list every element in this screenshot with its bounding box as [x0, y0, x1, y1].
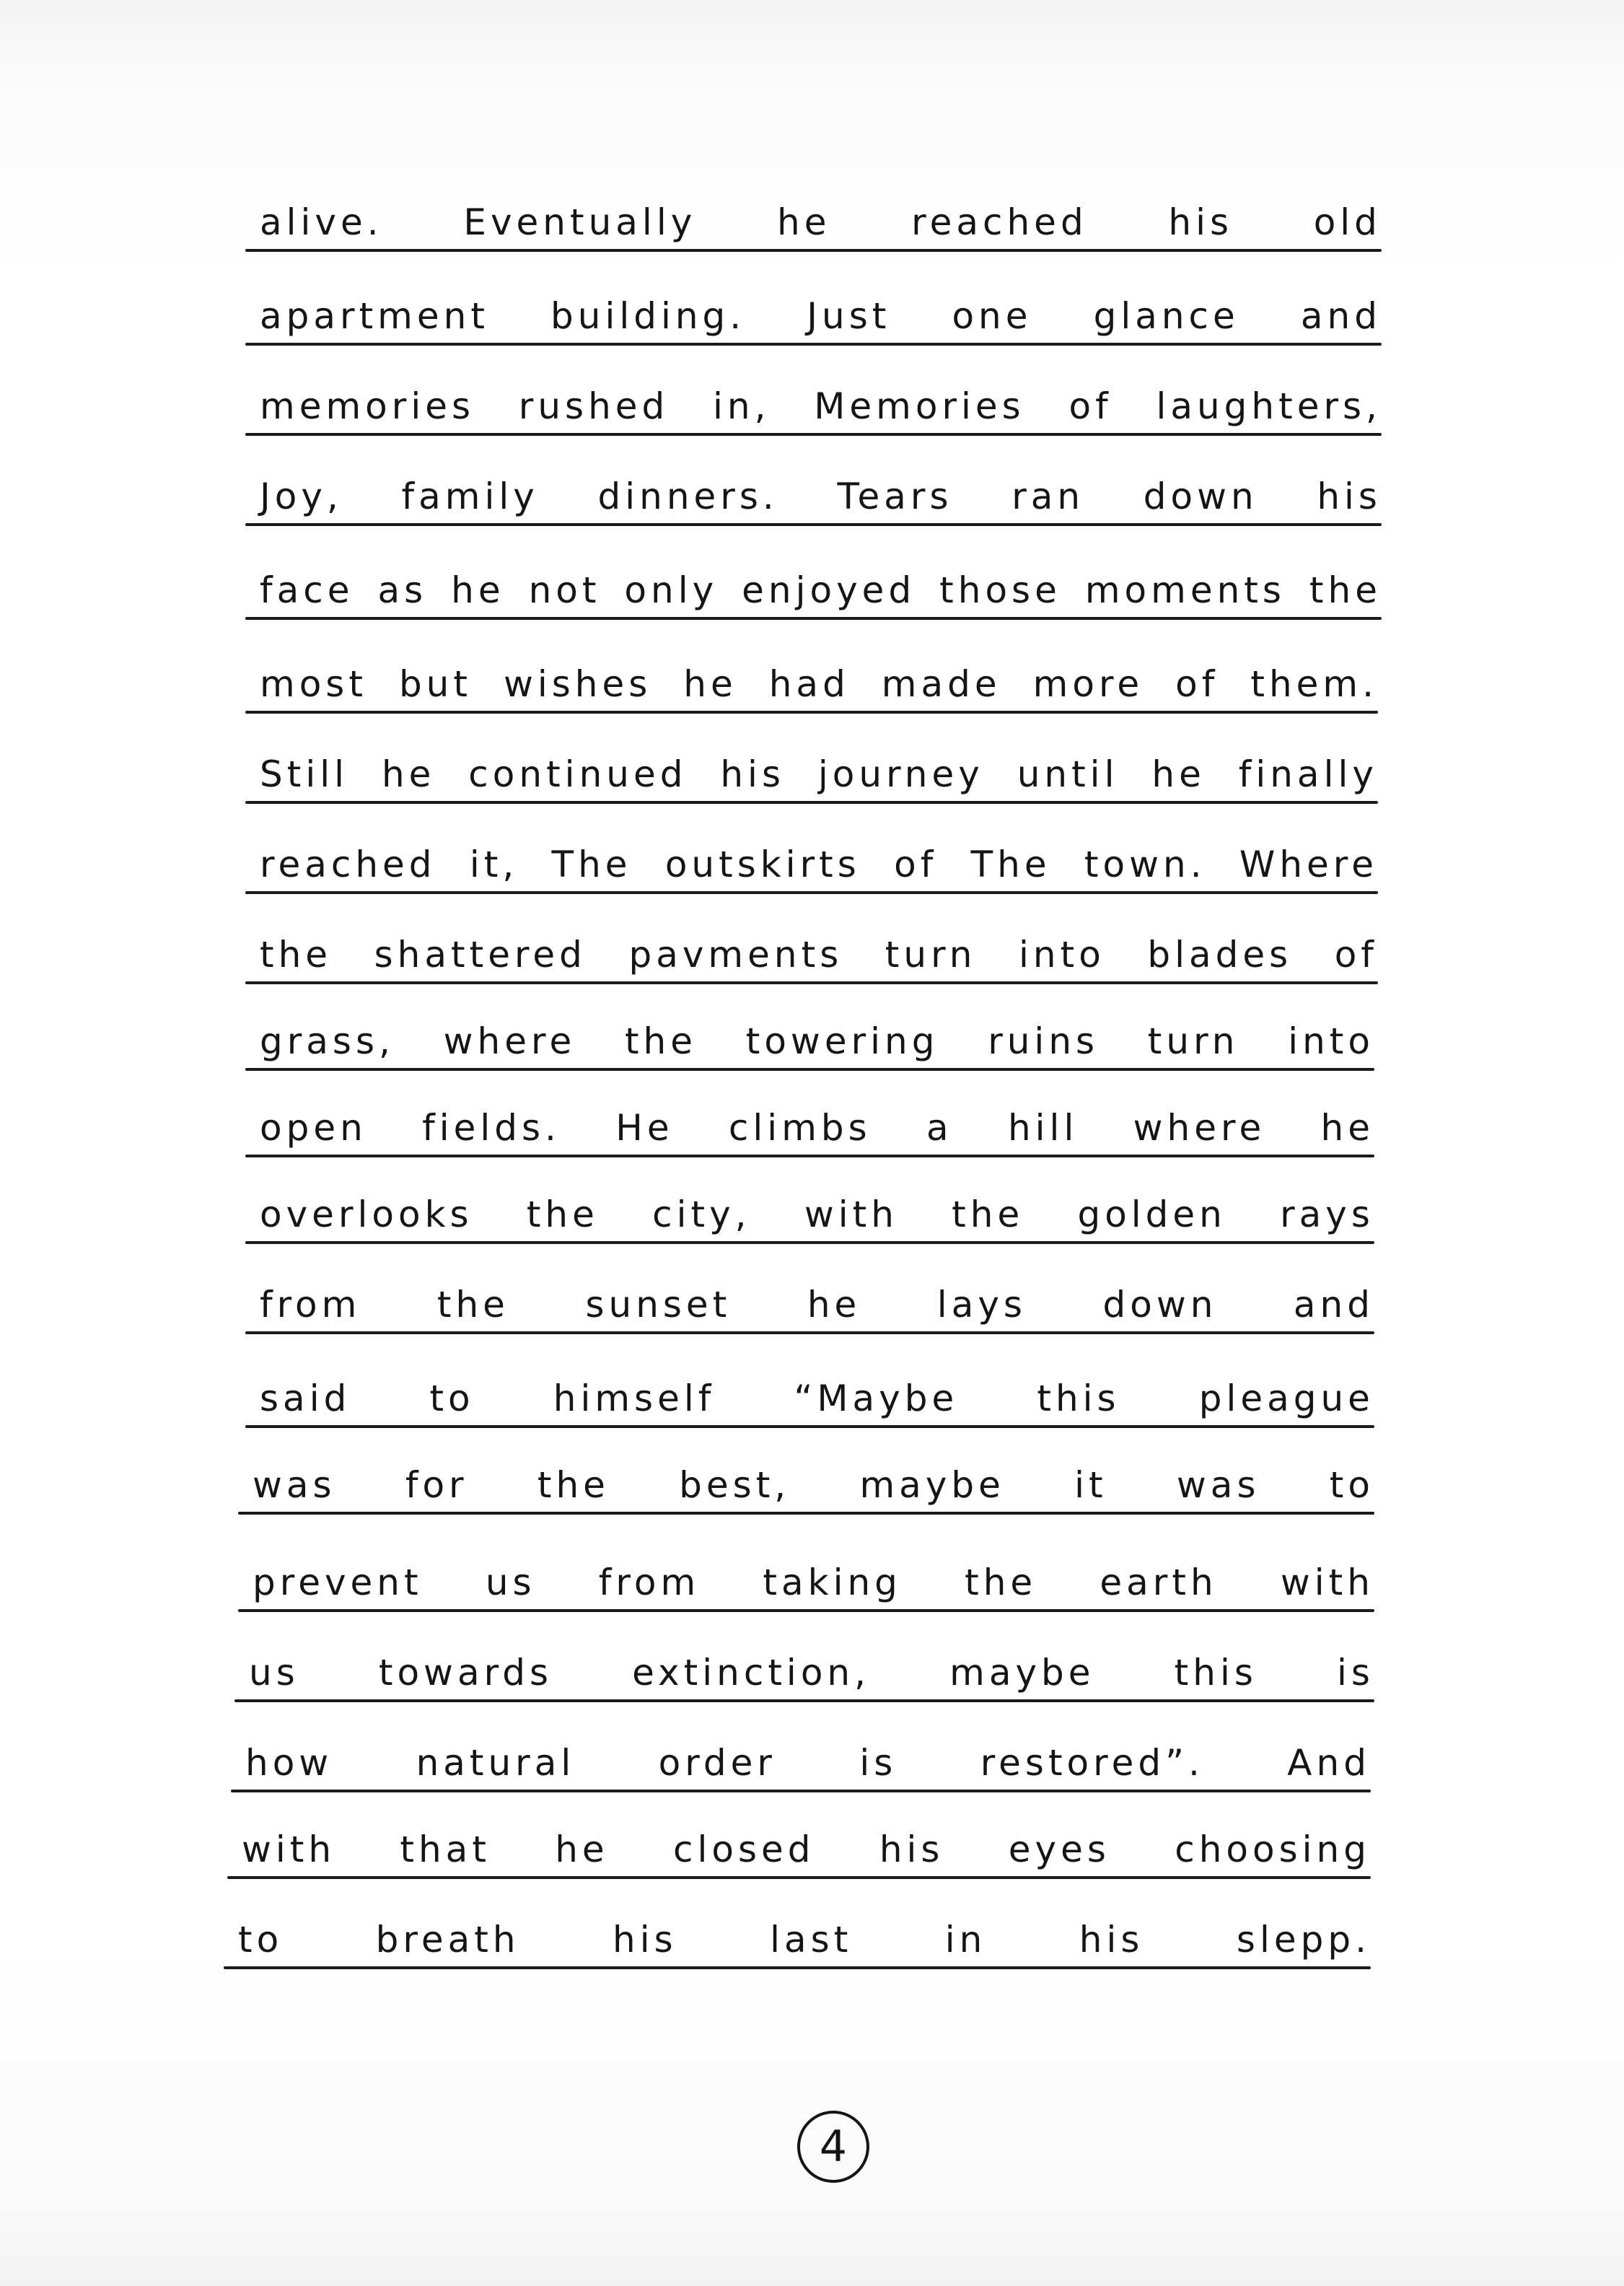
handwritten-line: memories rushed in, Memories of laughters, — [260, 385, 1382, 427]
handwritten-line: with that he closed his eyes choosing — [242, 1829, 1371, 1870]
ruled-line — [245, 801, 1378, 804]
handwritten-line: face as he not only enjoyed those moments the — [260, 569, 1382, 611]
handwritten-line: said to himself “Maybe this pleague — [260, 1378, 1374, 1419]
handwritten-line: Still he continued his journey until he finally — [260, 753, 1378, 795]
handwritten-line: open fields. He climbs a hill where he — [260, 1107, 1374, 1149]
handwritten-line: the shattered pavments turn into blades of — [260, 934, 1378, 976]
ruled-line — [238, 1609, 1374, 1612]
handwritten-line: reached it, The outskirts of The town. Where — [260, 844, 1378, 885]
handwritten-line: Joy, family dinners. Tears ran down his — [260, 476, 1382, 517]
ruled-line — [245, 523, 1382, 526]
ruled-line — [245, 1241, 1374, 1244]
ruled-line — [224, 1966, 1371, 1969]
ruled-line — [245, 1155, 1374, 1157]
handwritten-line: to breath his last in his slepp. — [238, 1919, 1371, 1961]
handwritten-line: how natural order is restored”. And — [245, 1742, 1371, 1784]
ruled-line — [234, 1699, 1374, 1702]
ruled-line — [245, 617, 1382, 620]
handwritten-line: was for the best, maybe it was to — [253, 1464, 1374, 1506]
ruled-line — [245, 1068, 1374, 1071]
ruled-line — [238, 1512, 1374, 1515]
ruled-line — [245, 433, 1382, 436]
handwritten-line: alive. Eventually he reached his old — [260, 201, 1382, 243]
ruled-line — [245, 1331, 1374, 1334]
handwritten-line: apartment building. Just one glance and — [260, 295, 1382, 337]
handwritten-line: from the sunset he lays down and — [260, 1284, 1374, 1326]
ruled-line — [245, 981, 1378, 984]
handwritten-line: us towards extinction, maybe this is — [249, 1652, 1374, 1694]
ruled-line — [245, 711, 1378, 714]
ruled-line — [231, 1790, 1371, 1792]
ruled-line — [245, 891, 1378, 894]
ruled-line — [245, 1425, 1374, 1428]
handwritten-line: prevent us from taking the earth with — [253, 1562, 1374, 1603]
handwritten-line: grass, where the towering ruins turn into — [260, 1020, 1374, 1062]
ruled-line — [227, 1876, 1371, 1879]
page-number: 4 — [797, 2111, 869, 2183]
handwritten-line: most but wishes he had made more of them. — [260, 663, 1378, 705]
handwritten-line: overlooks the city, with the golden rays — [260, 1194, 1374, 1235]
ruled-line — [245, 249, 1382, 252]
ruled-line — [245, 343, 1382, 346]
